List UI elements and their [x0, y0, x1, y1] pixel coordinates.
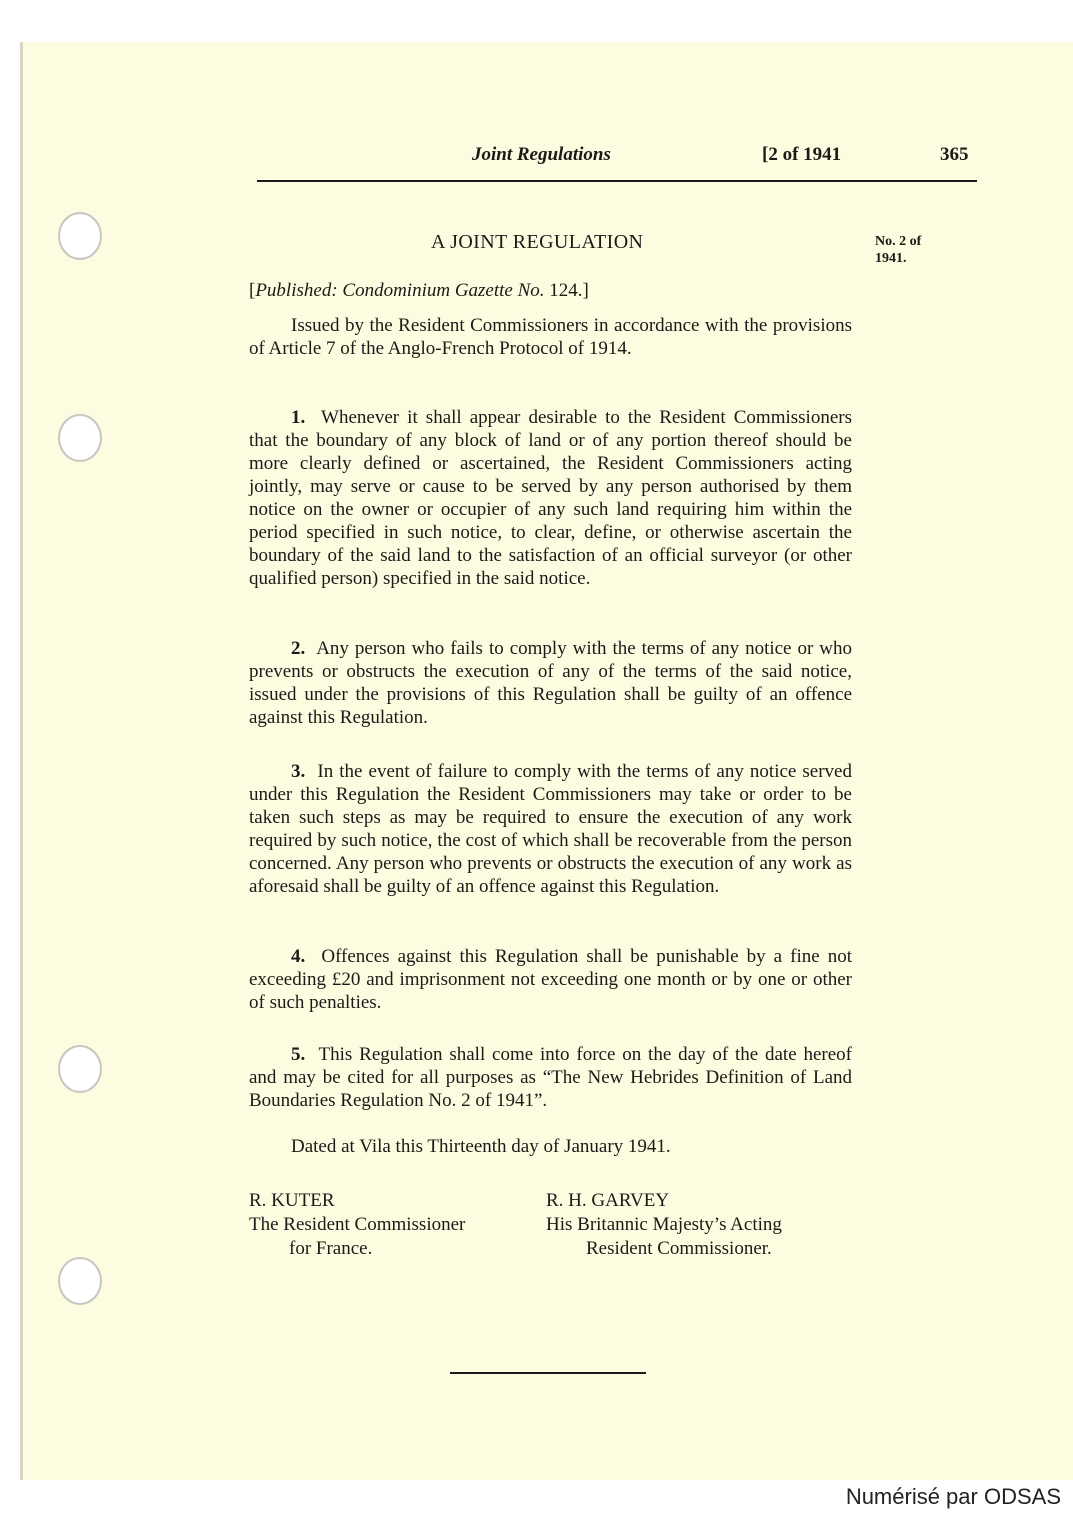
page-edge [20, 42, 23, 1480]
signatory-title: for France. [289, 1238, 373, 1259]
margin-note-line: 1941. [875, 251, 907, 266]
section-number: 5. [291, 1044, 306, 1065]
publication-number: 124.] [544, 280, 589, 301]
section-2 [249, 637, 852, 729]
punch-hole [58, 1045, 102, 1093]
section-number: 1. [291, 407, 306, 428]
publication-note [249, 280, 589, 302]
punch-hole [58, 1257, 102, 1305]
section-text: In the event of failure to comply with the terms of any notice served under this Regulation the Resident Commissioners may take or order to be taken such steps as may be required to ensure the execution of any work required by such notice, the cost of which shall be recoverable from the person concerned. Any person who prevents or obstructs the execution of any work as aforesaid shall be guilty of an offence against this Regulation. [249, 761, 852, 897]
running-title: Joint Regulations [472, 144, 611, 165]
publication-label: Published: Condominium Gazette No. [255, 280, 545, 301]
signatory-name: R. H. GARVEY [546, 1190, 670, 1211]
dated-line: Dated at Vila this Thirteenth day of January 1941. [291, 1136, 671, 1157]
punch-hole [58, 414, 102, 462]
signatory-title: The Resident Commissioner [249, 1214, 466, 1235]
section-5 [249, 1043, 852, 1112]
page-number: 365 [940, 144, 969, 165]
regulation-title: A JOINT REGULATION [431, 231, 644, 253]
signatory-title: His Britannic Majesty’s Acting [546, 1214, 782, 1235]
section-1 [249, 406, 852, 590]
section-text: Offences against this Regulation shall be punishable by a fine not exceeding £20 and imprisonment not exceeding one month or by one or other of such penalties. [249, 946, 853, 1013]
section-text: Whenever it shall appear desirable to the Resident Commissioners that the boundary of any block of land or of any portion thereof should be more clearly defined or ascertained, the Resident Commissioners acting jointly, may serve or cause to be served by any person authorised by them notice on the owner or occupier of any such land requiring him within the period specified in such notice, to clear, define, or otherwise ascertain the boundary of the said land to the satisfaction of an official surveyor (or other qualified person) specified in the said notice. [249, 407, 852, 589]
end-rule [450, 1372, 646, 1374]
header-rule [257, 180, 977, 182]
signatory-name: R. KUTER [249, 1190, 335, 1211]
preamble: Issued by the Resident Commissioners in accordance with the provisions of Article 7 of the Anglo-French Protocol of 1914. [249, 315, 852, 359]
signatory-title: Resident Commissioner. [586, 1238, 772, 1259]
punch-hole [58, 212, 102, 260]
regulation-reference: [2 of 1941 [762, 144, 842, 165]
section-number: 4. [291, 946, 306, 967]
section-text: Any person who fails to comply with the terms of any notice or who prevents or obstructs the execution of any of the terms of the said notice, issued under the provisions of this Regulation shall be guilty of an offence against this Regulation. [249, 638, 853, 728]
running-header [0, 144, 1073, 170]
section-number: 2. [291, 638, 306, 659]
section-3 [249, 760, 852, 898]
signature-britain [546, 1189, 782, 1261]
section-text: This Regulation shall come into force on the day of the date hereof and may be cited for all purposes as “The New Hebrides Definition of Land Boundaries Regulation No. 2 of 1941”. [249, 1044, 852, 1111]
signature-france [249, 1189, 465, 1261]
margin-note [875, 233, 955, 267]
section-4 [249, 945, 852, 1014]
margin-note-line: No. 2 of [875, 234, 922, 249]
publication-open-bracket: [ [249, 280, 256, 301]
section-number: 3. [291, 761, 306, 782]
digitization-credit: Numérisé par ODSAS [845, 1484, 1061, 1509]
